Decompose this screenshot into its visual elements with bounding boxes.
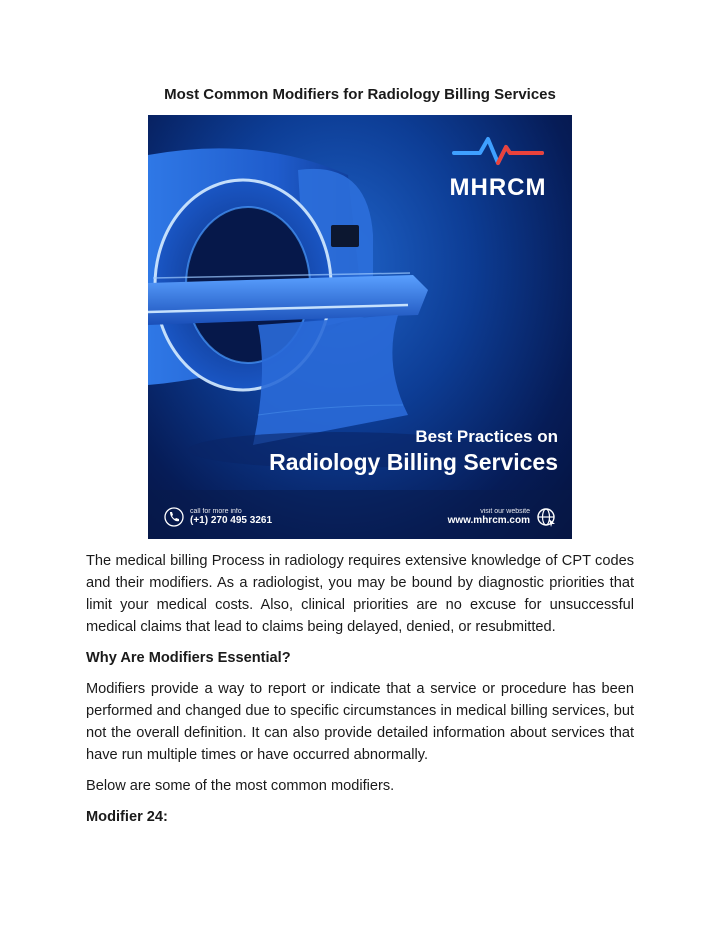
website-url: www.mhrcm.com [447, 515, 530, 526]
mhrcm-logo [448, 133, 548, 202]
globe-icon [536, 507, 556, 527]
section-heading: Modifier 24: [86, 809, 168, 825]
contact-label: call for more info [190, 508, 242, 515]
document-body [86, 550, 634, 837]
document-title: Most Common Modifiers for Radiology Billing Services [164, 86, 556, 103]
paragraph: Modifiers provide a way to report or indicate that a service or procedure has been performed and changed due to specific circumstances in medical billing services, but not the overall definition. It can also provide detailed information about services that have run multiple times or have occurred abnormally. [86, 681, 634, 763]
headline-small: Best Practices on [415, 427, 558, 446]
website-label: visit our website [480, 508, 530, 515]
section-heading: Why Are Modifiers Essential? [86, 650, 291, 666]
heartbeat-logo-icon [452, 133, 544, 167]
banner-headline [269, 427, 558, 476]
contact-info [164, 507, 272, 527]
phone-icon [164, 507, 184, 527]
scanner-screen [331, 225, 359, 247]
bed-pedestal [253, 315, 408, 445]
contact-phone: (+1) 270 495 3261 [190, 515, 273, 526]
paragraph: Below are some of the most common modifiers. [86, 778, 395, 794]
logo-text: MHRCM [449, 174, 547, 201]
paragraph: The medical billing Process in radiology requires extensive knowledge of CPT codes and their modifiers. As a radiologist, you may be bound by diagnostic priorities that limit your medical costs. Also, clinical priorities are no excuse for unsuccessful medical claims that lead to claims being delayed, denied, or resubmitted. [86, 553, 634, 635]
promo-banner-image [148, 115, 572, 539]
website-info [448, 507, 556, 527]
headline-big: Radiology Billing Services [269, 449, 558, 475]
